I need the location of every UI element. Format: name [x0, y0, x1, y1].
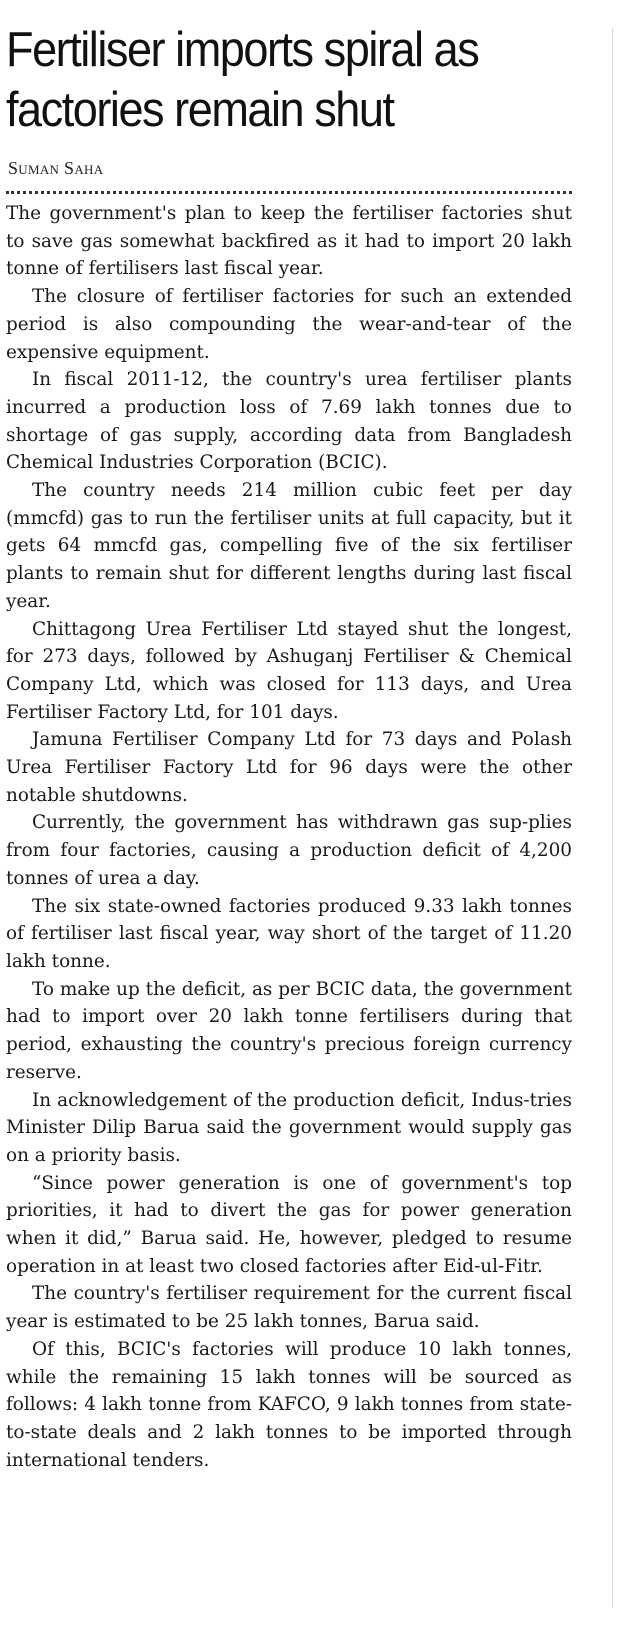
paragraph-6: Jamuna Fertiliser Company Ltd for 73 days and Polash Urea Fertiliser Factory Ltd for 96 days were the other notable shutdowns.: [6, 729, 572, 806]
article-body: [6, 200, 572, 1474]
byline: Suman Saha: [8, 158, 104, 178]
headline-line-1: Fertiliser imports spiral as: [6, 23, 479, 77]
dotted-divider: [6, 191, 572, 194]
paragraph-9: To make up the deficit, as per BCIC data, the government had to import over 20 lakh tonne fertilisers during that period, exhausting the country's precious foreign currency reserve.: [6, 978, 572, 1083]
paragraph-11: “Since power generation is one of government's top priorities, it had to divert the gas for power generation when it did,” Barua said. He, however, pledged to resume operation in at least two closed factories after Eid-ul-Fitr.: [6, 1172, 572, 1277]
paragraph-12: The country's fertiliser requirement for the current fiscal year is estimated to be 25 lakh tonnes, Barua said.: [6, 1283, 572, 1333]
column-rule: [612, 28, 613, 1608]
paragraph-7: Currently, the government has withdrawn gas sup-plies from four factories, causing a production deficit of 4,200 tonnes of urea a day.: [6, 812, 572, 889]
article: [6, 20, 596, 1474]
paragraph-8: The six state-owned factories produced 9.33 lakh tonnes of fertiliser last fiscal year, way short of the target of 11.20 lakh tonne.: [6, 895, 572, 972]
paragraph-4: The country needs 214 million cubic feet per day (mmcfd) gas to run the fertiliser units at full capacity, but it gets 64 mmcfd gas, compelling five of the six fertiliser plants to remain shut for different lengths during last fiscal year.: [6, 480, 572, 612]
paragraph-2: The closure of fertiliser factories for such an extended period is also compounding the wear-and-tear of the expensive equipment.: [6, 286, 572, 363]
paragraph-5: Chittagong Urea Fertiliser Ltd stayed shut the longest, for 273 days, followed by Ashuganj Fertiliser & Chemical Company Ltd, which was closed for 113 days, and Urea Fertiliser Factory Ltd, for 101 days.: [6, 618, 572, 723]
paragraph-3: In fiscal 2011-12, the country's urea fertiliser plants incurred a production loss of 7.69 lakh tonnes due to shortage of gas supply, according data from Bangladesh Chemical Industries Corporation (BCIC).: [6, 369, 572, 474]
headline-line-2: factories remain shut: [6, 83, 394, 137]
paragraph-13: Of this, BCIC's factories will produce 10 lakh tonnes, while the remaining 15 lakh tonnes will be sourced as follows: 4 lakh tonne from KAFCO, 9 lakh tonnes from state-to-state deals and 2 lakh tonnes to be imported through international tenders.: [6, 1338, 572, 1471]
headline: [6, 20, 595, 140]
paragraph-10: In acknowledgement of the production deficit, Indus-tries Minister Dilip Barua said the government would supply gas on a priority basis.: [6, 1089, 572, 1166]
paragraph-1: The government's plan to keep the fertiliser factories shut to save gas somewhat backfired as it had to import 20 lakh tonne of fertilisers last fiscal year.: [6, 203, 572, 280]
